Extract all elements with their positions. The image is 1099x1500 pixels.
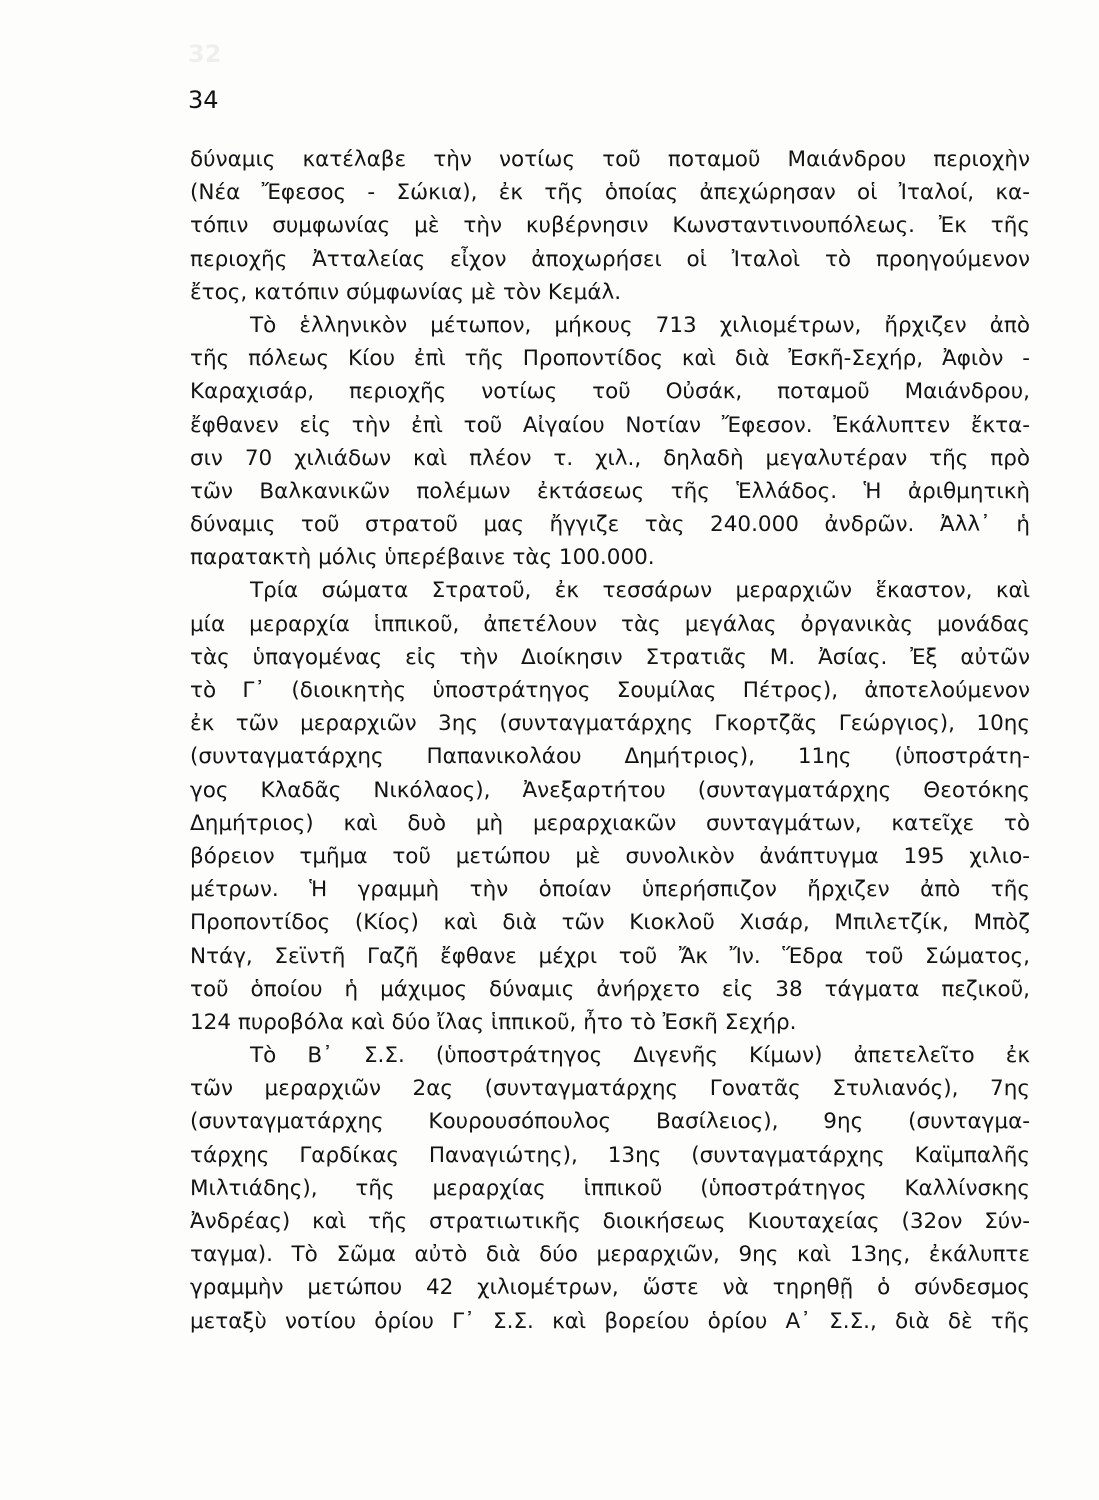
text-line: βόρειον τμῆμα τοῦ μετώπου μὲ συνολικὸν ἀνάπτυγμα 195 χιλιο- bbox=[190, 843, 1030, 869]
text-line: τῆς πόλεως Κίου ἐπὶ τῆς Προποντίδος καὶ διὰ Ἐσκῆ-Σεχήρ, Ἀφιὸν - bbox=[190, 346, 1030, 372]
text-line: μεταξὺ νοτίου ὁρίου Γ᾽ Σ.Σ. καὶ βορείου ὁρίου Α᾽ Σ.Σ., διὰ δὲ τῆς bbox=[190, 1308, 1030, 1334]
text-line: ταγμα). Τὸ Σῶμα αὐτὸ διὰ δύο μεραρχιῶν, 9ης καὶ 13ης, ἐκάλυπτε bbox=[190, 1242, 1030, 1268]
text-line: τάρχης Γαρδίκας Παναγιώτης), 13ης (συνταγματάρχης Καϊμπαλῆς bbox=[190, 1142, 1030, 1168]
text-line: τὰς ὑπαγομένας εἰς τὴν Διοίκησιν Στρατιᾶς Μ. Ἀσίας. Ἐξ αὐτῶν bbox=[190, 644, 1030, 670]
paragraph-1 bbox=[190, 143, 1030, 309]
text-line: σιν 70 χιλιάδων καὶ πλέον τ. χιλ., δηλαδὴ μεγαλυτέραν τῆς πρὸ bbox=[190, 445, 1030, 471]
text-line: Ἀνδρέας) καὶ τῆς στρατιωτικῆς διοικήσεως Κιουταχείας (32ον Σύν- bbox=[190, 1209, 1030, 1234]
body-text bbox=[190, 143, 1030, 1338]
text-line: τῶν μεραρχιῶν 2ας (συνταγματάρχης Γονατᾶς Στυλιανός), 7ης bbox=[190, 1076, 1030, 1102]
text-line: παρατακτὴ μόλις ὑπερέβαινε τὰς 100.000. bbox=[190, 545, 655, 571]
text-line: (συνταγματάρχης Παπανικολάου Δημήτριος), 11ης (ὑποστράτη- bbox=[190, 744, 1030, 770]
text-line: (Νέα Ἔφεσος - Σώκια), ἐκ τῆς ὁποίας ἀπεχώρησαν οἱ Ἰταλοί, κα- bbox=[190, 180, 1030, 206]
text-line: Τρία σώματα Στρατοῦ, ἐκ τεσσάρων μεραρχιῶν ἕκαστον, καὶ bbox=[250, 578, 1030, 604]
text-line: (συνταγματάρχης Κουρουσόπουλος Βασίλειος), 9ης (συνταγμα- bbox=[190, 1109, 1030, 1135]
text-line: τῶν Βαλκανικῶν πολέμων ἐκτάσεως τῆς Ἑλλάδος. Ἡ ἀριθμητικὴ bbox=[190, 478, 1030, 504]
text-line: δύναμις κατέλαβε τὴν νοτίως τοῦ ποταμοῦ Μαιάνδρου περιοχὴν bbox=[190, 147, 1030, 172]
paragraph-2 bbox=[190, 309, 1030, 575]
text-line: Τὸ Β᾽ Σ.Σ. (ὑποστράτηγος Διγενῆς Κίμων) ἀπετελεῖτο ἐκ bbox=[250, 1043, 1030, 1069]
paragraph-3 bbox=[190, 574, 1030, 1039]
text-line: Μιλτιάδης), τῆς μεραρχίας ἱππικοῦ (ὑποστράτηγος Καλλίνσκης bbox=[190, 1175, 1030, 1201]
text-line: ἐκ τῶν μεραρχιῶν 3ης (συνταγματάρχης Γκορτζᾶς Γεώργιος), 10ης bbox=[190, 711, 1030, 737]
text-line: δύναμις τοῦ στρατοῦ μας ἤγγιζε τὰς 240.000 ἀνδρῶν. Ἀλλ᾽ ἡ bbox=[190, 512, 1030, 538]
text-line: Ντάγ, Σεϊντῆ Γαζῆ ἔφθανε μέχρι τοῦ Ἄκ Ἴν. Ἕδρα τοῦ Σώματος, bbox=[190, 943, 1030, 969]
text-line: 124 πυροβόλα καὶ δύο ἴλας ἱππικοῦ, ἦτο τὸ Ἐσκῆ Σεχήρ. bbox=[190, 1009, 797, 1035]
text-line: τὸ Γ᾽ (διοικητὴς ὑποστράτηγος Σουμίλας Πέτρος), ἀποτελούμενον bbox=[190, 678, 1030, 703]
text-line: γος Κλαδᾶς Νικόλαος), Ἀνεξαρτήτου (συνταγματάρχης Θεοτόκης bbox=[190, 777, 1030, 803]
text-line: τοῦ ὁποίου ἡ μάχιμος δύναμις ἀνήρχετο εἰς 38 τάγματα πεζικοῦ, bbox=[190, 976, 1030, 1002]
text-line: Προποντίδος (Κίος) καὶ διὰ τῶν Κιοκλοῦ Χισάρ, Μπιλετζίκ, Μπὸζ bbox=[190, 910, 1030, 936]
paragraph-4 bbox=[190, 1039, 1030, 1338]
show-through-text: 32 bbox=[188, 40, 222, 68]
text-line: Δημήτριος) καὶ δυὸ μὴ μεραρχιακῶν συνταγμάτων, κατεῖχε τὸ bbox=[190, 810, 1030, 836]
text-line: ἔφθανεν εἰς τὴν ἐπὶ τοῦ Αἰγαίου Νοτίαν Ἔφεσον. Ἐκάλυπτεν ἔκτα- bbox=[190, 412, 1030, 438]
text-line: μία μεραρχία ἱππικοῦ, ἀπετέλουν τὰς μεγάλας ὀργανικὰς μονάδας bbox=[190, 611, 1030, 637]
text-line: περιοχῆς Ἀτταλείας εἶχον ἀποχωρήσει οἱ Ἰταλοὶ τὸ προηγούμενον bbox=[190, 246, 1030, 272]
text-line: μέτρων. Ἡ γραμμὴ τὴν ὁποίαν ὑπερήσπιζον ἤρχιζεν ἀπὸ τῆς bbox=[190, 877, 1030, 903]
text-line: ἔτος, κατόπιν σύμφωνίας μὲ τὸν Κεμάλ. bbox=[190, 279, 622, 305]
text-line: τόπιν συμφωνίας μὲ τὴν κυβέρνησιν Κωνσταντινουπόλεως. Ἐκ τῆς bbox=[190, 213, 1030, 239]
page-number: 34 bbox=[188, 86, 219, 114]
text-line: γραμμὴν μετώπου 42 χιλιομέτρων, ὥστε νὰ τηρηθῇ ὁ σύνδεσμος bbox=[190, 1275, 1030, 1301]
text-line: Καραχισάρ, περιοχῆς νοτίως τοῦ Οὐσάκ, ποταμοῦ Μαιάνδρου, bbox=[190, 379, 1030, 405]
text-line: Τὸ ἑλληνικὸν μέτωπον, μήκους 713 χιλιομέτρων, ἤρχιζεν ἀπὸ bbox=[250, 312, 1030, 338]
